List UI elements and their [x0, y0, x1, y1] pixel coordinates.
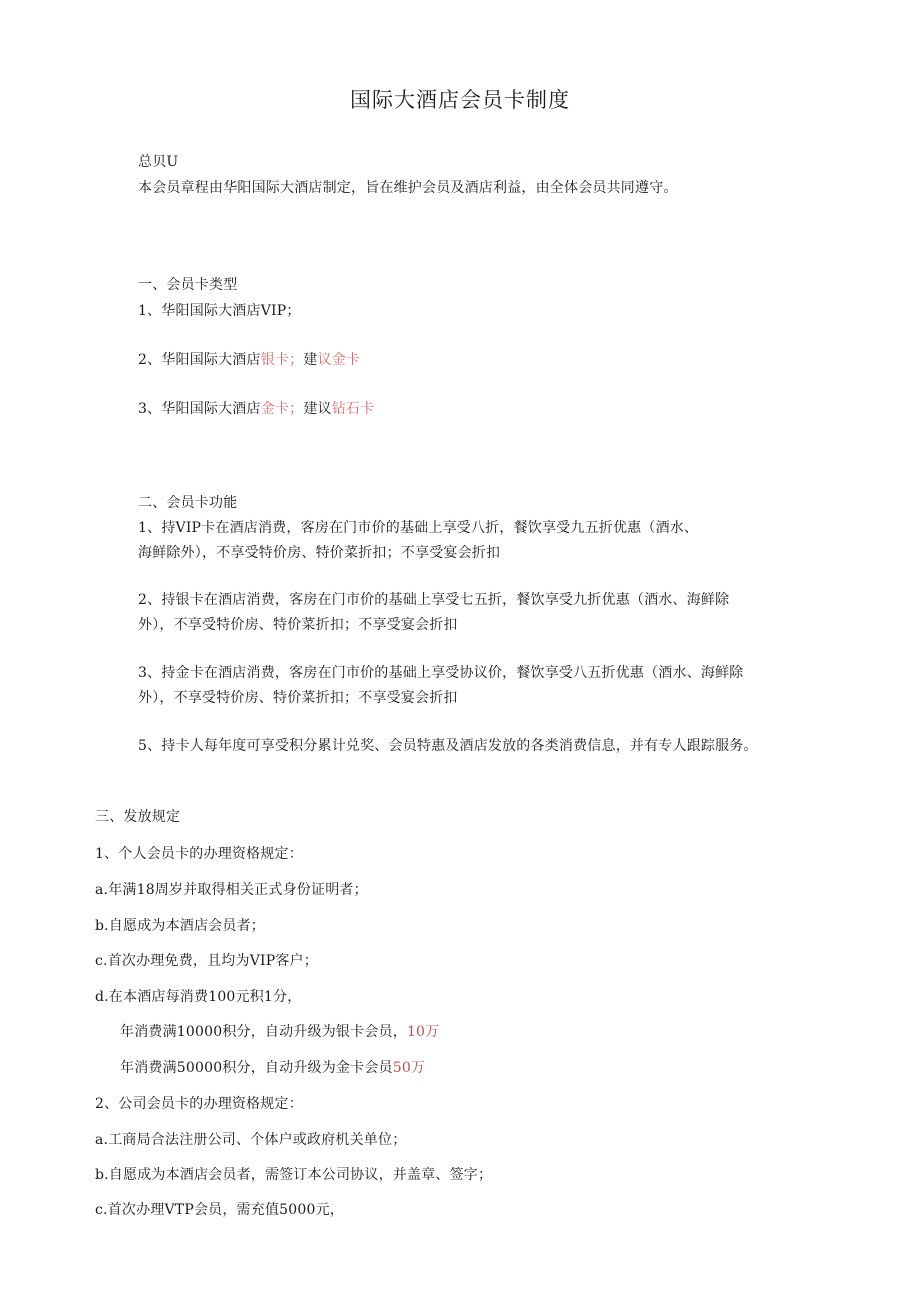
- card-type-silver-name: 银卡；: [260, 352, 304, 368]
- card-type-silver: [138, 351, 360, 369]
- company-rule-b: b.自愿成为本酒店会员者，需签订本公司协议，并盖章、签字；: [95, 1167, 493, 1183]
- card-type-gold-suggest: 钻石卡: [331, 401, 375, 417]
- personal-rule-b: b.自愿成为本酒店会员者；: [95, 918, 266, 934]
- card-type-silver-prefix: 2、华阳国际大酒店: [138, 352, 261, 368]
- card-type-gold-name: 金卡；: [260, 401, 304, 417]
- function-1-line-2: 海鲜除外），不享受特价房、特价菜折扣；不享受宴会折扣: [138, 545, 501, 561]
- card-types-heading: 一、会员卡类型: [138, 277, 238, 293]
- function-3-line-2: 外），不享受特价房、特价菜折扣；不享受宴会折扣: [138, 690, 458, 706]
- function-1-line-1: 1、持VIP卡在酒店消费，客房在门市价的基础上享受八折，餐饮享受九五折优惠（酒水、: [138, 520, 699, 536]
- issuance-heading: 三、发放规定: [95, 809, 181, 825]
- gold-upgrade-rule: [120, 1059, 425, 1077]
- function-5: 5、持卡人每年度可享受积分累计兑奖、会员特惠及酒店发放的各类消费信息，并有专人跟踪服务。: [138, 738, 758, 754]
- gold-upgrade-text: 年消费满50000积分，自动升级为金卡会员: [120, 1060, 393, 1076]
- function-2-line-1: 2、持银卡在酒店消费，客房在门市价的基础上享受七五折，餐饮享受九折优惠（酒水、海鲜除: [138, 592, 730, 608]
- personal-rule-a: a.年满18周岁并取得相关正式身份证明者；: [95, 882, 368, 898]
- function-2-line-2: 外），不享受特价房、特价菜折扣；不享受宴会折扣: [138, 617, 458, 633]
- general-text: 本会员章程由华阳国际大酒店制定，旨在维护会员及酒店利益，由全体会员共同遵守。: [138, 180, 678, 196]
- gold-upgrade-note: 50万: [392, 1060, 426, 1076]
- silver-upgrade-rule: [120, 1023, 439, 1041]
- card-type-silver-mid: 建: [303, 352, 318, 368]
- card-type-silver-suggest: 议金卡: [317, 352, 361, 368]
- document-title: 国际大酒店会员卡制度: [350, 88, 570, 112]
- card-type-gold-prefix: 3、华阳国际大酒店: [138, 401, 261, 417]
- silver-upgrade-note: 10万: [406, 1024, 440, 1040]
- card-type-gold-mid: 建议: [303, 401, 332, 417]
- function-3-line-1: 3、持金卡在酒店消费，客房在门市价的基础上享受协议价，餐饮享受八五折优惠（酒水、海鲜除: [138, 665, 744, 681]
- silver-upgrade-text: 年消费满10000积分，自动升级为银卡会员，: [120, 1024, 407, 1040]
- card-type-vip: 1、华阳国际大酒店VIP；: [138, 303, 301, 319]
- card-functions-heading: 二、会员卡功能: [138, 495, 238, 511]
- company-card-heading: 2、公司会员卡的办理资格规定：: [95, 1096, 303, 1112]
- personal-rule-c: c.首次办理免费，且均为VIP客户；: [95, 953, 318, 969]
- card-type-gold: [138, 400, 374, 418]
- personal-rule-d: d.在本酒店每消费100元积1分，: [95, 989, 302, 1005]
- personal-card-heading: 1、个人会员卡的办理资格规定：: [95, 846, 303, 862]
- company-rule-a: a.工商局合法注册公司、个体户或政府机关单位；: [95, 1132, 407, 1148]
- company-rule-c: c.首次办理VTP会员，需充值5000元，: [95, 1202, 344, 1218]
- general-heading: 总贝U: [138, 154, 179, 170]
